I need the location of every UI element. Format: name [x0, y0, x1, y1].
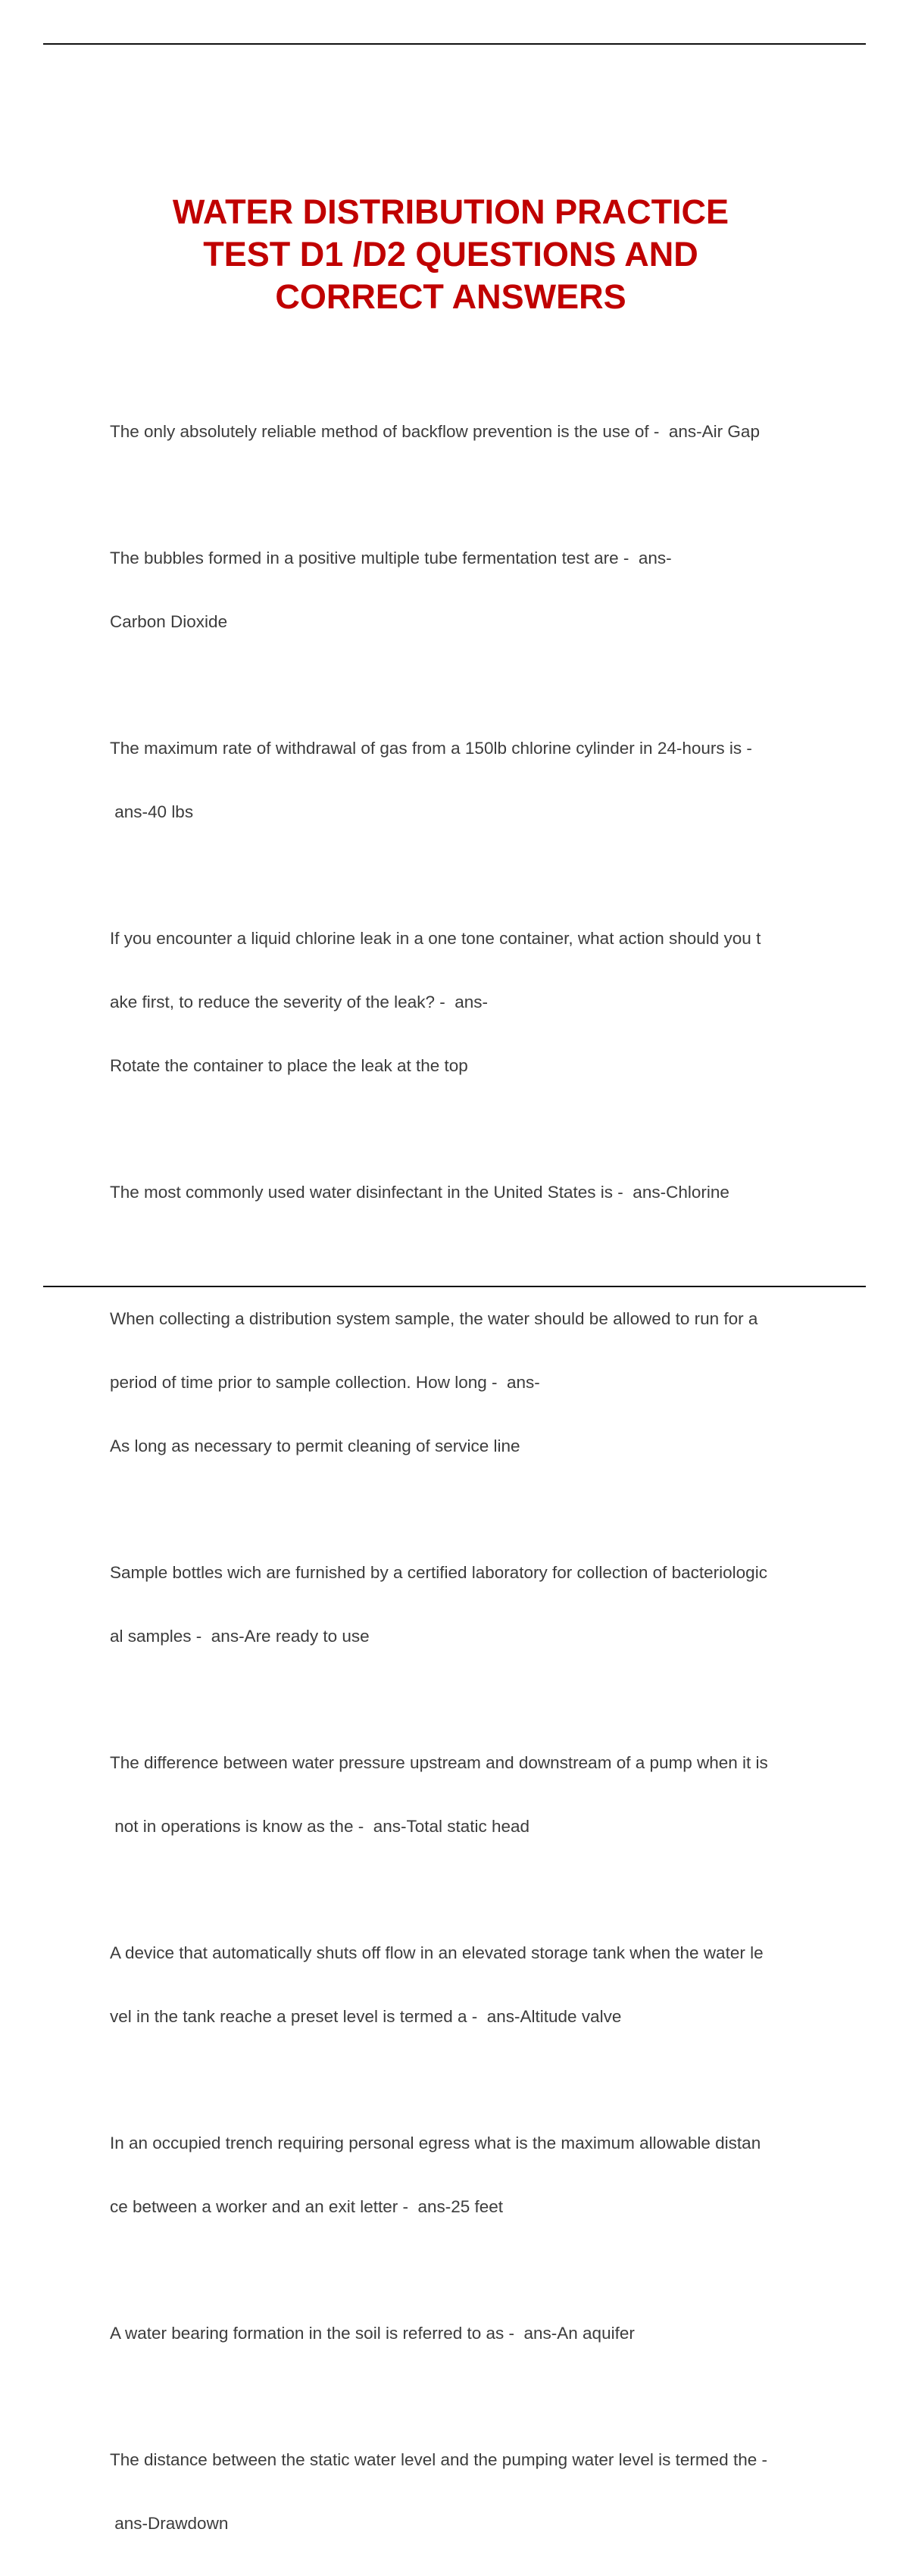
qa-item — [110, 2090, 829, 2260]
qa-item — [110, 886, 829, 1119]
title-line: CORRECT ANSWERS — [275, 277, 626, 316]
qa-item — [110, 1140, 829, 1246]
title-line: WATER DISTRIBUTION PRACTICE — [172, 192, 729, 231]
qa-line: al samples - ans-Are ready to use — [110, 1627, 370, 1646]
qa-line: The distance between the static water level and the pumping water level is termed the - — [110, 2450, 767, 2469]
question-answer-list — [110, 379, 829, 2576]
qa-line: Carbon Dioxide — [110, 612, 228, 631]
qa-item — [110, 2407, 829, 2576]
qa-line: A water bearing formation in the soil is referred to as - ans-An aquifer — [110, 2324, 635, 2343]
qa-line: Rotate the container to place the leak at the top — [110, 1056, 468, 1075]
qa-item — [110, 696, 829, 865]
header-rule — [43, 43, 866, 45]
qa-line: ake first, to reduce the severity of the leak? - ans- — [110, 993, 488, 1011]
qa-line: not in operations is know as the - ans-Total static head — [110, 1817, 530, 1836]
qa-line: When collecting a distribution system sample, the water should be allowed to run for a — [110, 1309, 758, 1328]
qa-line: Sample bottles wich are furnished by a certified laboratory for collection of bacteriologic — [110, 1563, 767, 1582]
qa-line: ce between a worker and an exit letter - ans-25 feet — [110, 2197, 504, 2216]
qa-item — [110, 505, 829, 675]
qa-item — [110, 1520, 829, 1690]
document-title — [91, 191, 811, 318]
footer-rule — [43, 1286, 866, 1287]
qa-line: The maximum rate of withdrawal of gas from a 150lb chlorine cylinder in 24-hours is - — [110, 739, 752, 758]
qa-line: ans-40 lbs — [110, 802, 194, 821]
title-line: TEST D1 /D2 QUESTIONS AND — [203, 235, 698, 274]
qa-item — [110, 1900, 829, 2070]
qa-item — [110, 1266, 829, 1499]
qa-line: ans-Drawdown — [110, 2514, 229, 2533]
qa-line: If you encounter a liquid chlorine leak in a one tone container, what action should you t — [110, 929, 761, 948]
qa-line: The difference between water pressure upstream and downstream of a pump when it is — [110, 1753, 768, 1772]
qa-line: The most commonly used water disinfectant in the United States is - ans-Chlorine — [110, 1183, 729, 1202]
qa-line: In an occupied trench requiring personal egress what is the maximum allowable distan — [110, 2134, 761, 2152]
qa-item — [110, 379, 829, 485]
qa-line: The bubbles formed in a positive multiple tube fermentation test are - ans- — [110, 549, 672, 567]
qa-line: A device that automatically shuts off flow in an elevated storage tank when the water le — [110, 1943, 764, 1962]
qa-line: period of time prior to sample collection. How long - ans- — [110, 1373, 540, 1392]
qa-item — [110, 2281, 829, 2387]
qa-line: vel in the tank reache a preset level is termed a - ans-Altitude valve — [110, 2007, 622, 2026]
qa-line: As long as necessary to permit cleaning of service line — [110, 1436, 520, 1455]
qa-line: The only absolutely reliable method of backflow prevention is the use of - ans-Air Gap — [110, 422, 760, 441]
qa-item — [110, 1710, 829, 1880]
